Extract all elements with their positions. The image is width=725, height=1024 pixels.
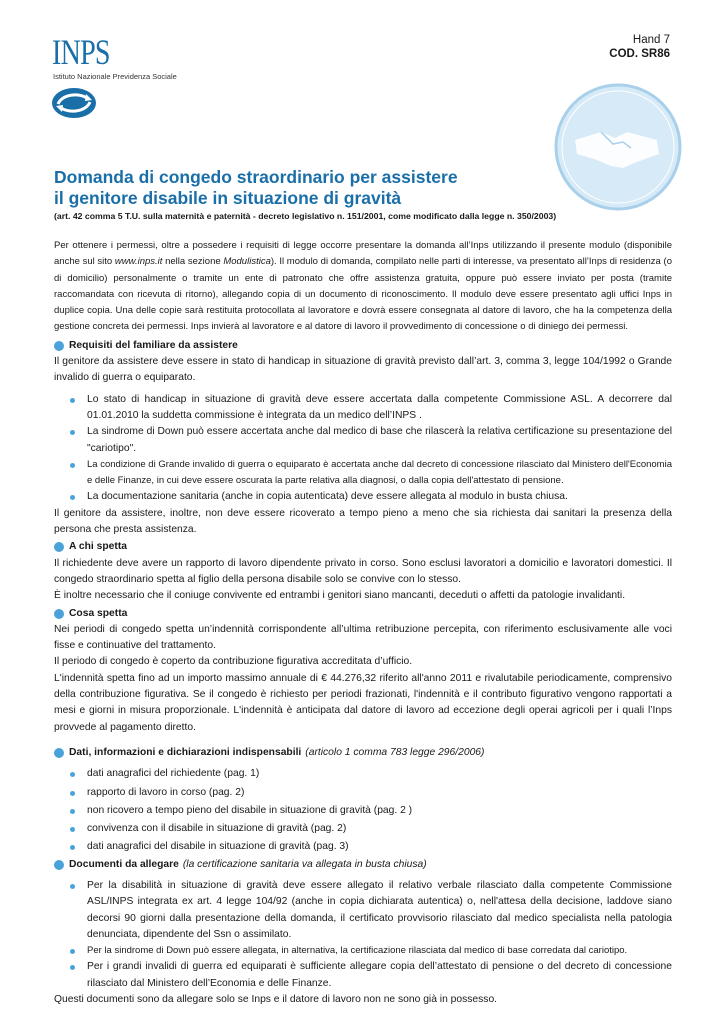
intro-site: www.inps.it bbox=[114, 256, 163, 268]
list-item bbox=[54, 457, 672, 490]
intro-text-c: ). Il modulo di domanda, compilato nelle parti di interesse, va presentato all’Inps di residenza (o di domicilio) personalmente o tramite un ente di patronato che offre assistenza gratuita, oppure può essere inviato per posta (tramite raccomandata con ricevuta di ritorno), allegando copia di un documento di riconoscimento. Il modulo deve essere presentato agli uffici Inps in duplice copia. Una delle copie sarà restituita protocollata al lavoratore e dovrà essere consegnata al datore di lavoro, che ha la competenza della gestione concreta dei permessi. Inps invierà al lavoratore e al datore di lavoro il provvedimento di concessione o di diniego dei permessi. bbox=[54, 256, 672, 333]
list-item-text: Lo stato di handicap in situazione di gravità deve essere accertata dalla competente Commissione ASL. A decorrere dal 01.01.2010 la suddetta commissione è integrata da un medico dell’INPS . bbox=[87, 393, 672, 421]
list-item bbox=[54, 959, 672, 992]
bullet-icon bbox=[70, 772, 75, 777]
list-item bbox=[54, 821, 672, 837]
dati-list bbox=[54, 766, 672, 855]
title-line-1: Domanda di congedo straordinario per assistere bbox=[54, 167, 458, 187]
list-item bbox=[54, 489, 672, 505]
hand-label: Hand 7 bbox=[632, 34, 670, 46]
bullet-icon bbox=[70, 463, 75, 468]
section-note: (articolo 1 comma 783 legge 296/2006) bbox=[305, 746, 485, 758]
bullet-icon bbox=[70, 791, 75, 796]
paragraph: L'indennità spetta fino ad un importo massimo annuale di € 44.276,32 riferito all'anno 2011 e rivalutabile periodicamente, comprensivo della contribuzione figurativa. Se il congedo è richiesto per periodi frazionati, l'indennità e il contributo figurativo vengono rapportati a mesi e giorni in misura proporzionale. L'indennità è anticipata dal datore di lavoro ad eccezione degli operai agricoli per i quali l’Inps provvede al pagamento diretto. bbox=[54, 672, 672, 733]
section-bullet-icon bbox=[54, 609, 64, 619]
list-item bbox=[54, 785, 672, 801]
list-item-text: La sindrome di Down può essere accertata anche dal medico di base che rilascerà la relativa certificazione su presentazione del "cariotipo". bbox=[87, 426, 672, 454]
documenti-list bbox=[54, 878, 672, 992]
legal-reference: (art. 42 comma 5 T.U. sulla maternità e paternità - decreto legislativo n. 151/2001, come modificato dalla legge n. 350/2003) bbox=[54, 211, 557, 221]
section-title: Documenti da allegare bbox=[69, 858, 179, 870]
intro-section: Modulistica bbox=[223, 256, 271, 268]
section-bullet-icon bbox=[54, 341, 64, 351]
bullet-icon bbox=[70, 949, 75, 954]
list-item bbox=[54, 943, 672, 959]
list-item-text: dati anagrafici del disabile in situazione di gravità (pag. 3) bbox=[87, 841, 349, 853]
list-item-text: Per la sindrome di Down può essere allegata, in alternativa, la certificazione rilasciata dal medico di base corredata dal cariotipo. bbox=[87, 945, 628, 957]
list-item bbox=[54, 424, 672, 457]
bullet-icon bbox=[70, 884, 75, 889]
section-heading-requisiti bbox=[54, 338, 672, 354]
paragraph: È inoltre necessario che il coniuge convivente ed entrambi i genitori siano mancanti, deceduti o affetti da patologie invalidanti. bbox=[54, 590, 626, 602]
list-item-text: Per i grandi invalidi di guerra ed equiparati è sufficiente allegare copia dell’attestato di pensione o del decreto di concessione rilasciato dal Ministero dell’Economia e delle Finanze. bbox=[87, 961, 672, 989]
inps-swirl-icon bbox=[50, 86, 98, 120]
bullet-icon bbox=[70, 965, 75, 970]
list-item-text: non ricovero a tempo pieno del disabile in situazione di gravità (pag. 2 ) bbox=[87, 804, 413, 816]
section-bullet-icon bbox=[54, 542, 64, 552]
bullet-icon bbox=[70, 827, 75, 832]
section-heading-a-chi-spetta bbox=[54, 539, 672, 555]
page-title bbox=[54, 167, 524, 209]
title-line-2: il genitore disabile in situazione di gravità bbox=[54, 188, 402, 208]
paragraph: Il periodo di congedo è coperto da contribuzione figurativa accreditata d’ufficio. bbox=[54, 656, 413, 668]
requisiti-list bbox=[54, 392, 672, 506]
section-title: A chi spetta bbox=[69, 541, 127, 553]
section-bullet-icon bbox=[54, 860, 64, 870]
list-item-text: dati anagrafici del richiedente (pag. 1) bbox=[87, 768, 260, 780]
logo-subtitle: Istituto Nazionale Previdenza Sociale bbox=[53, 72, 177, 81]
list-item-text: La documentazione sanitaria (anche in copia autenticata) deve essere allegata al modulo in busta chiusa. bbox=[87, 491, 568, 503]
bullet-icon bbox=[70, 430, 75, 435]
paragraph: Il genitore da assistere, inoltre, non deve essere ricoverato a tempo pieno a meno che sia richiesta dai sanitari la presenza della persona che presta assistenza. bbox=[54, 507, 672, 536]
list-item-text: rapporto di lavoro in corso (pag. 2) bbox=[87, 786, 245, 798]
bullet-icon bbox=[70, 398, 75, 403]
inps-logo bbox=[52, 34, 177, 81]
list-item bbox=[54, 803, 672, 819]
intro-paragraph bbox=[54, 238, 672, 336]
bullet-icon bbox=[70, 809, 75, 814]
list-item bbox=[54, 766, 672, 782]
handshake-icon bbox=[553, 82, 683, 212]
section-heading-documenti bbox=[54, 857, 672, 873]
paragraph: Il richiedente deve avere un rapporto di lavoro dipendente privato in corso. Sono esclusi lavoratori a domicilio e lavoratori domestici. Il congedo straordinario spetta al figlio della persona disabile solo se convive con lo stesso. bbox=[54, 557, 672, 585]
document-body bbox=[54, 238, 672, 1008]
list-item bbox=[54, 839, 672, 855]
closing-paragraph: Questi documenti sono da allegare solo se Inps e il datore di lavoro non ne sono già in possesso. bbox=[54, 994, 498, 1006]
list-item-text: convivenza con il disabile in situazione di gravità (pag. 2) bbox=[87, 823, 347, 835]
section-title: Requisiti del familiare da assistere bbox=[69, 339, 238, 351]
form-code-block bbox=[609, 33, 670, 61]
list-item-text: Per la disabilità in situazione di gravità deve essere allegato il relativo verbale rilasciato dalla competente Commissione ASL/INPS integrata ex art. 4 legge 104/92 (anche in copia dichiarata autentica) o, nell'attesa della decisione, laddove siano decorsi 90 giorni dalla presentazione della domanda, il certificato provvisorio rilasciato dal medico specialista nella patologia denunciata, dipendente del Ssn o assimilato. bbox=[87, 879, 672, 940]
intro-text-b: nella sezione bbox=[162, 256, 224, 268]
list-item-text: La condizione di Grande invalido di guerra o equiparato è accertata anche dal decreto di concessione rilasciato dal Ministero dell'Economia e delle Finanze, in cui deve essere oscurata la parte relativa alla diagnosi, o dalla copia dell'attestato di pensione. bbox=[87, 458, 672, 487]
paragraph: Il genitore da assistere deve essere in stato di handicap in situazione di gravità previsto dall’art. 3, comma 3, legge 104/1992 o Grande invalido di guerra o equiparato. bbox=[54, 356, 672, 384]
section-title: Dati, informazioni e dichiarazioni indispensabili bbox=[69, 746, 302, 758]
bullet-icon bbox=[70, 495, 75, 500]
section-title: Cosa spetta bbox=[69, 607, 128, 619]
list-item bbox=[54, 878, 672, 943]
bullet-icon bbox=[70, 845, 75, 850]
paragraph: Nei periodi di congedo spetta un’indennità corrispondente all’ultima retribuzione percepita, con riferimento esclusivamente alle voci fisse e continuative del trattamento. bbox=[54, 623, 672, 652]
section-bullet-icon bbox=[54, 748, 64, 758]
list-item bbox=[54, 392, 672, 425]
intro-text-a: Per ottenere i permessi, oltre a possedere i requisiti di legge occorre presentare la domanda all’Inps utilizzando il presente modulo (disponibile anche sul sito bbox=[54, 240, 672, 268]
section-heading-cosa-spetta bbox=[54, 606, 672, 622]
section-heading-dati bbox=[54, 745, 672, 761]
logo-wordmark: INPS bbox=[52, 32, 110, 72]
section-note: (la certificazione sanitaria va allegata in busta chiusa) bbox=[182, 858, 427, 870]
form-code: COD. SR86 bbox=[609, 48, 670, 60]
